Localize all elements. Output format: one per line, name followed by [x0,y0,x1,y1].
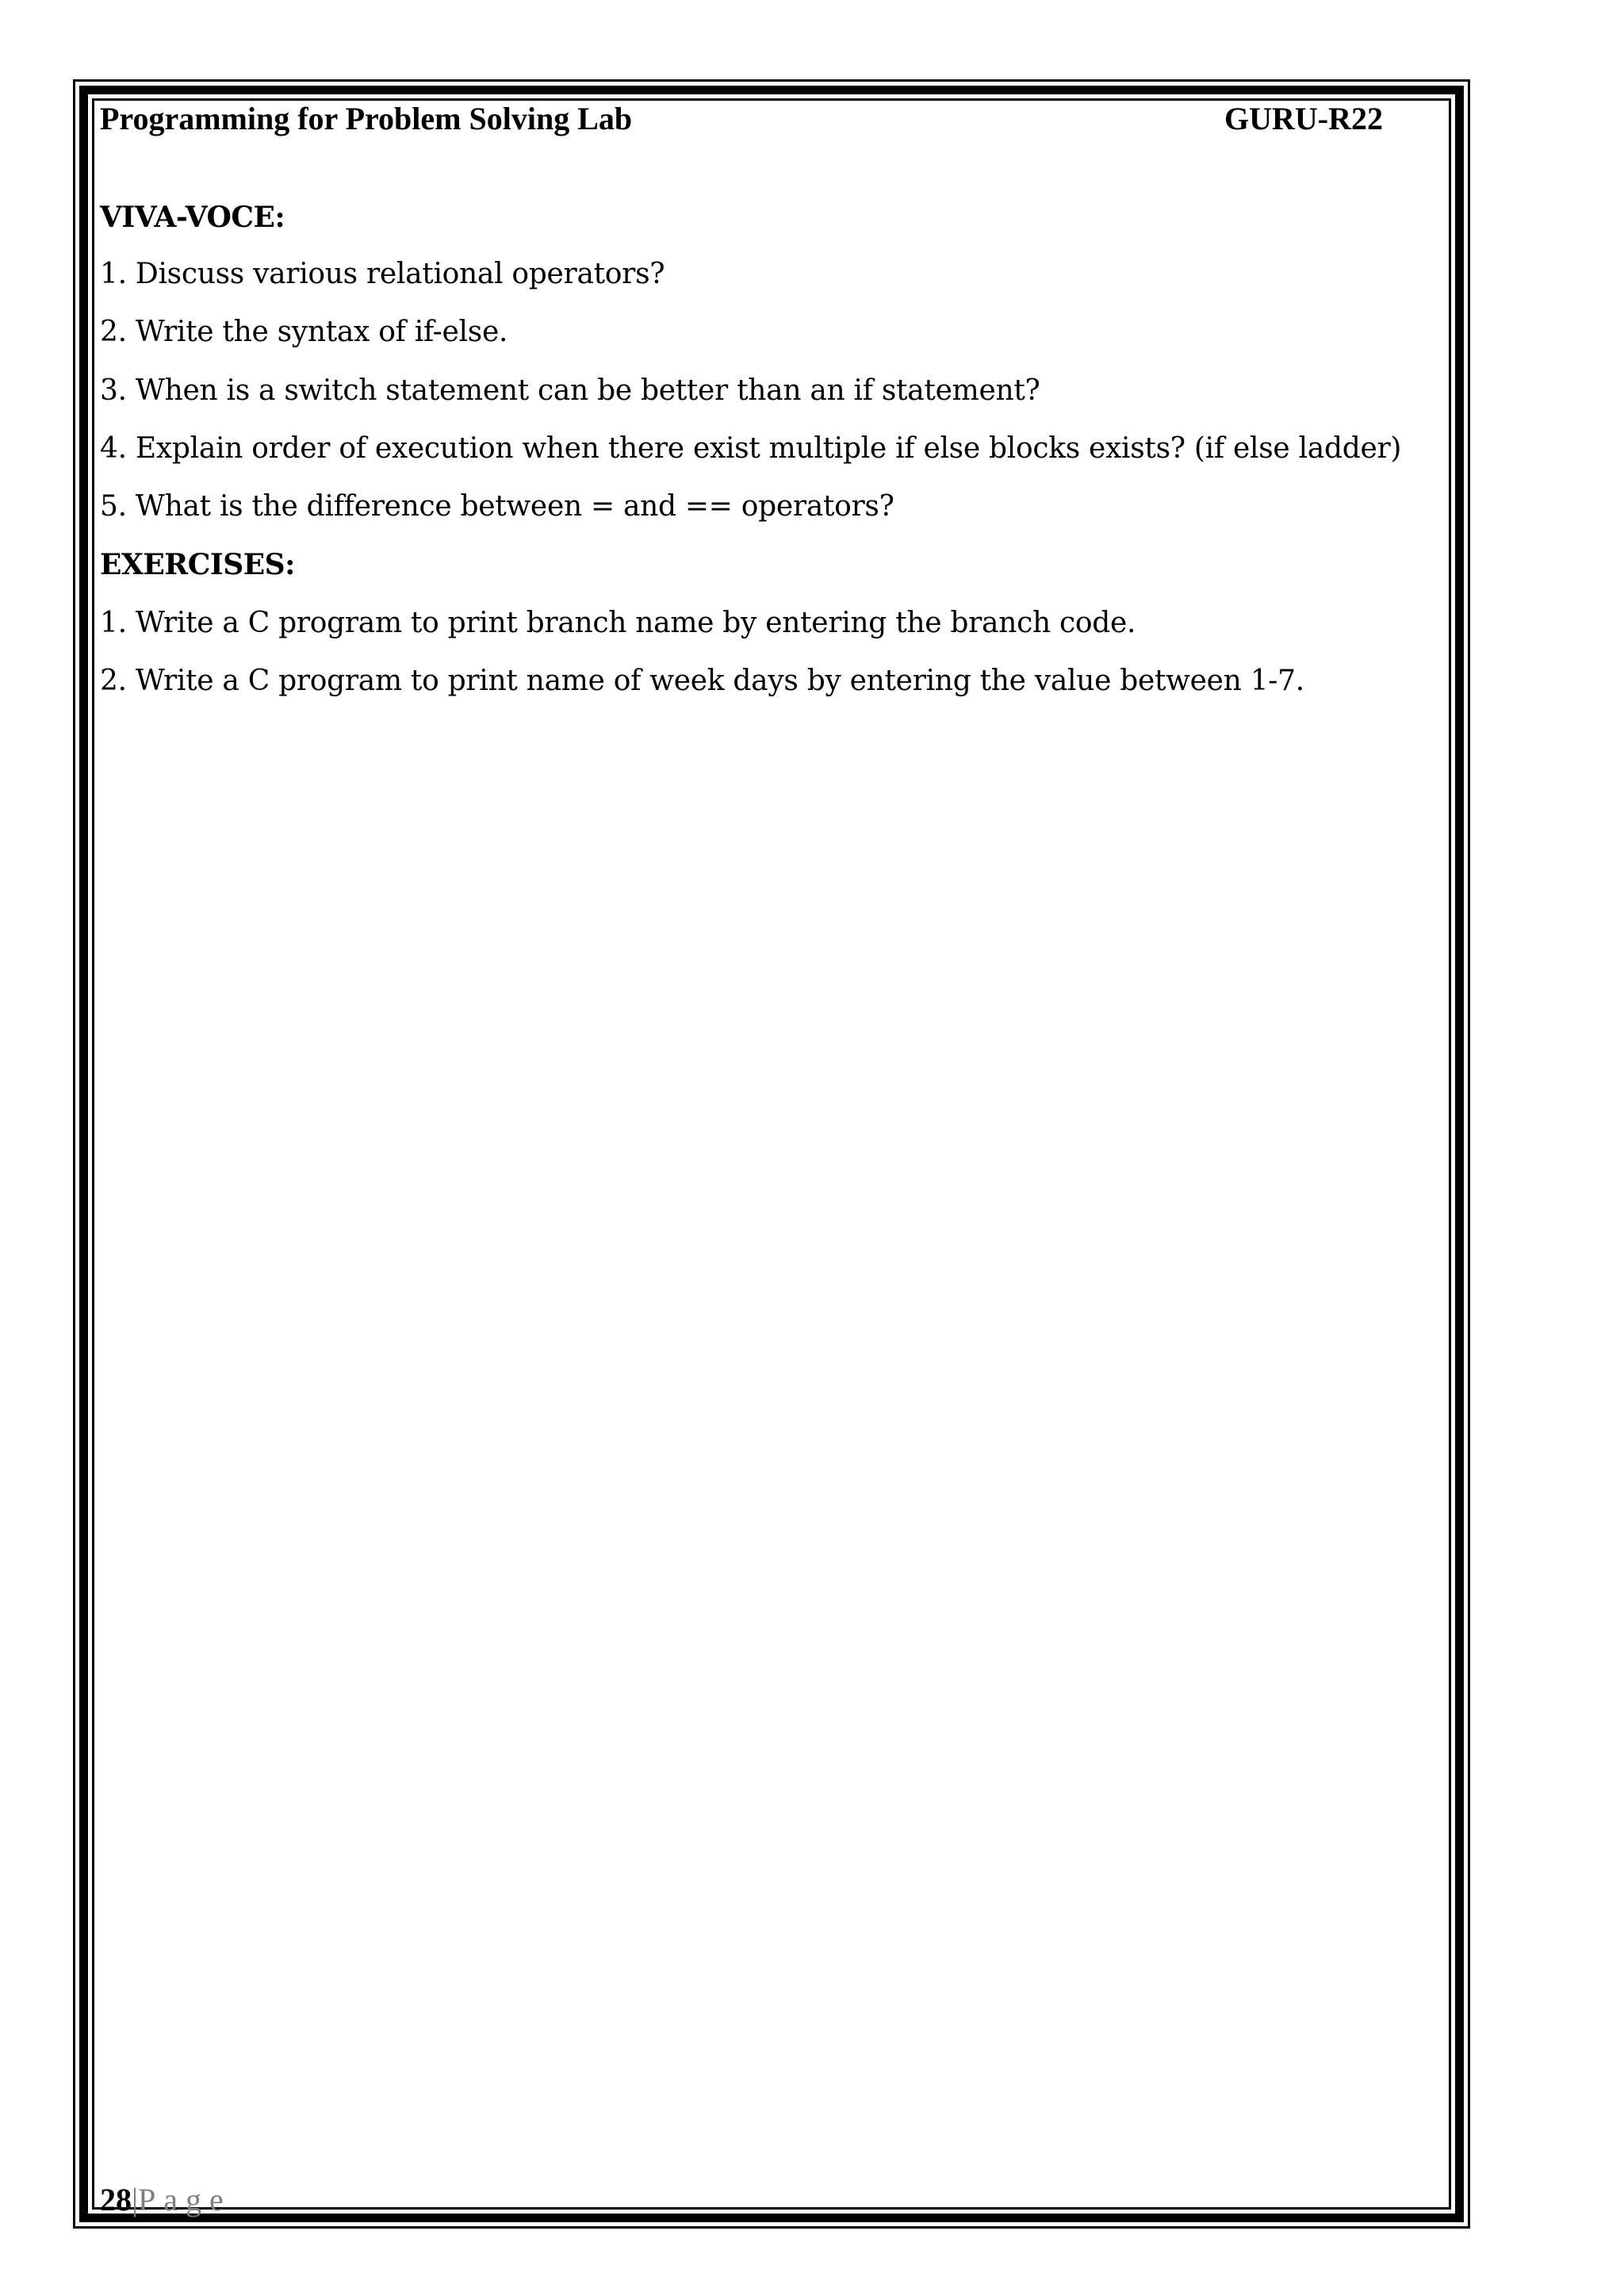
viva-voce-item-5: 5. What is the difference between = and == operators? [100,490,894,523]
viva-voce-heading: VIVA-VOCE: [100,201,285,234]
page-label: Page [138,2182,232,2217]
viva-voce-item-1: 1. Discuss various relational operators? [100,258,665,290]
page-number: 28 [100,2182,132,2217]
exercise-item-1: 1. Write a C program to print branch name by entering the branch code. [100,607,1136,639]
exercise-item-2: 2. Write a C program to print name of week days by entering the value between 1-7. [100,665,1304,697]
viva-voce-item-3: 3. When is a switch statement can be better than an if statement? [100,374,1040,407]
header-code: GURU-R22 [1224,101,1383,136]
viva-voce-item-2: 2. Write the syntax of if-else. [100,316,508,348]
page-footer [100,2180,232,2220]
viva-voce-item-4: 4. Explain order of execution when there exist multiple if else blocks exists? (if else ladder) [100,432,1402,465]
header-title: Programming for Problem Solving Lab [100,101,633,136]
exercises-heading: EXERCISES: [100,548,295,581]
page-separator: | [132,2182,139,2217]
page-border-inner [92,98,1451,2210]
